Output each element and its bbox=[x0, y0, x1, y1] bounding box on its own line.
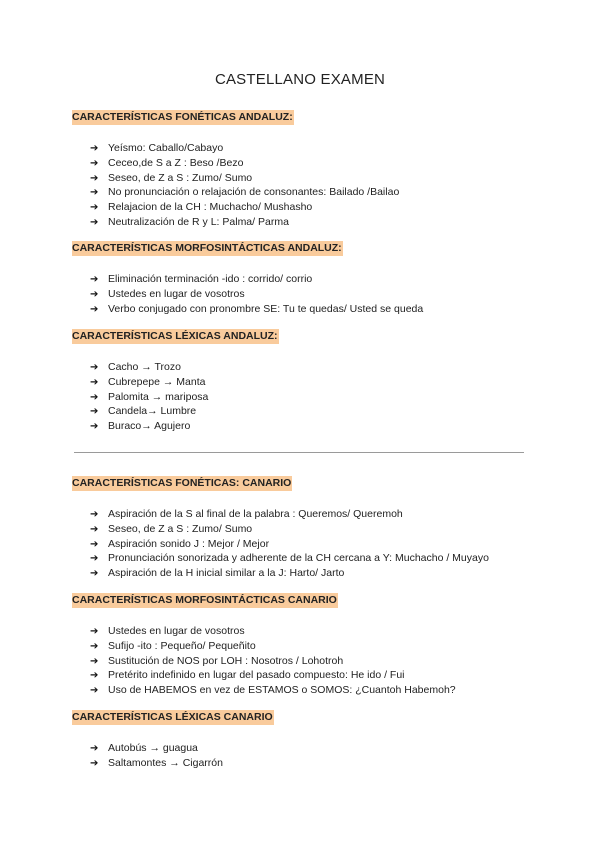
list-item: ➔ No pronunciación o relajación de consonantes: Bailado /Bailao bbox=[90, 185, 542, 200]
list-item: ➔ Cubrepepe → Manta bbox=[90, 375, 542, 390]
arrow-right-icon: ➔ bbox=[90, 187, 99, 199]
page-title: CASTELLANO EXAMEN bbox=[214, 71, 386, 88]
list-item: ➔ Sufijo -ito : Pequeño/ Pequeñito bbox=[90, 639, 542, 654]
list-item: ➔ Yeísmo: Caballo/Cabayo bbox=[90, 141, 542, 156]
bullet-list bbox=[72, 624, 542, 698]
arrow-right-icon: ➔ bbox=[90, 157, 99, 169]
list-item: ➔ Seseo, de Z a S : Zumo/ Sumo bbox=[90, 522, 542, 537]
list-item: ➔ Aspiración sonido J : Mejor / Mejor bbox=[90, 537, 542, 552]
bullet-list bbox=[72, 360, 542, 434]
section-foneticas-andaluz bbox=[72, 107, 542, 230]
section-foneticas-canario bbox=[72, 473, 542, 581]
bullet-list bbox=[72, 741, 542, 771]
arrow-right-icon: ➔ bbox=[90, 685, 99, 697]
list-item: ➔ Seseo, de Z a S : Zumo/ Sumo bbox=[90, 171, 542, 186]
section-heading: CARACTERÍSTICAS FONÉTICAS ANDALUZ: bbox=[72, 111, 293, 123]
arrow-right-icon: ➔ bbox=[90, 670, 99, 682]
section-heading: CARACTERÍSTICAS FONÉTICAS: CANARIO bbox=[72, 477, 292, 489]
arrow-right-icon: ➔ bbox=[90, 509, 99, 520]
list-item: ➔ Cacho → Trozo bbox=[90, 360, 542, 375]
list-item: ➔ Pretérito indefinido en lugar del pasado compuesto: He ido / Fui bbox=[90, 668, 542, 683]
arrow-right-icon: ➔ bbox=[90, 143, 99, 154]
arrow-right-icon: ➔ bbox=[90, 406, 99, 418]
list-item: ➔ Saltamontes → Cigarrón bbox=[90, 756, 542, 771]
list-item: ➔ Aspiración de la S al final de la palabra : Queremos/ Queremoh bbox=[90, 507, 542, 522]
arrow-right-icon: ➔ bbox=[90, 553, 99, 565]
bullet-list bbox=[72, 141, 542, 230]
arrow-right-icon: ➔ bbox=[90, 288, 99, 300]
arrow-right-icon: ➔ bbox=[90, 523, 99, 535]
list-item: ➔ Buraco→ Agujero bbox=[90, 419, 542, 434]
list-item: ➔ Autobús → guagua bbox=[90, 741, 542, 756]
bullet-list bbox=[72, 507, 542, 581]
bullet-list bbox=[72, 272, 542, 316]
list-item: ➔ Ceceo,de S a Z : Beso /Bezo bbox=[90, 156, 542, 171]
arrow-right-icon: ➔ bbox=[90, 362, 99, 373]
arrow-right-icon: ➔ bbox=[90, 376, 99, 388]
list-item: ➔ Sustitución de NOS por LOH : Nosotros / Lohotroh bbox=[90, 654, 542, 669]
arrow-right-icon: ➔ bbox=[90, 626, 99, 637]
section-lexicas-andaluz bbox=[72, 326, 542, 434]
list-item: ➔ Palomita → mariposa bbox=[90, 390, 542, 405]
list-item: ➔ Uso de HABEMOS en vez de ESTAMOS o SOMOS: ¿Cuantoh Habemoh? bbox=[90, 683, 542, 698]
section-morfosintacticas-andaluz bbox=[72, 238, 542, 316]
list-item: ➔ Pronunciación sonorizada y adherente de la CH cercana a Y: Muchacho / Muyayo bbox=[90, 551, 542, 566]
list-item: ➔ Ustedes en lugar de vosotros bbox=[90, 287, 542, 302]
list-item: ➔ Neutralización de R y L: Palma/ Parma bbox=[90, 215, 542, 230]
arrow-right-icon: ➔ bbox=[90, 743, 99, 754]
section-divider bbox=[74, 452, 524, 453]
arrow-right-icon: ➔ bbox=[90, 538, 99, 550]
section-lexicas-canario bbox=[72, 707, 542, 771]
section-heading: CARACTERÍSTICAS MORFOSINTÁCTICAS ANDALUZ: bbox=[72, 242, 342, 254]
arrow-right-icon: ➔ bbox=[90, 202, 99, 214]
arrow-right-icon: ➔ bbox=[90, 655, 99, 667]
section-heading: CARACTERÍSTICAS LÉXICAS ANDALUZ: bbox=[72, 330, 278, 342]
arrow-right-icon: ➔ bbox=[90, 568, 99, 580]
list-item: ➔ Eliminación terminación -ido : corrido/ corrio bbox=[90, 272, 542, 287]
arrow-right-icon: ➔ bbox=[90, 216, 99, 228]
section-morfosintacticas-canario bbox=[72, 590, 542, 698]
arrow-right-icon: ➔ bbox=[90, 274, 99, 285]
arrow-right-icon: ➔ bbox=[90, 391, 99, 403]
list-item: ➔ Aspiración de la H inicial similar a la J: Harto/ Jarto bbox=[90, 566, 542, 581]
arrow-right-icon: ➔ bbox=[90, 757, 99, 769]
list-item: ➔ Relajacion de la CH : Muchacho/ Mushasho bbox=[90, 200, 542, 215]
arrow-right-icon: ➔ bbox=[90, 172, 99, 184]
arrow-right-icon: ➔ bbox=[90, 421, 99, 433]
list-item: ➔ Verbo conjugado con pronombre SE: Tu te quedas/ Usted se queda bbox=[90, 302, 542, 317]
list-item: ➔ Candela→ Lumbre bbox=[90, 404, 542, 419]
list-item: ➔ Ustedes en lugar de vosotros bbox=[90, 624, 542, 639]
arrow-right-icon: ➔ bbox=[90, 303, 99, 315]
section-heading: CARACTERÍSTICAS MORFOSINTÁCTICAS CANARIO bbox=[72, 594, 337, 606]
arrow-right-icon: ➔ bbox=[90, 640, 99, 652]
section-heading: CARACTERÍSTICAS LÉXICAS CANARIO bbox=[72, 711, 273, 723]
